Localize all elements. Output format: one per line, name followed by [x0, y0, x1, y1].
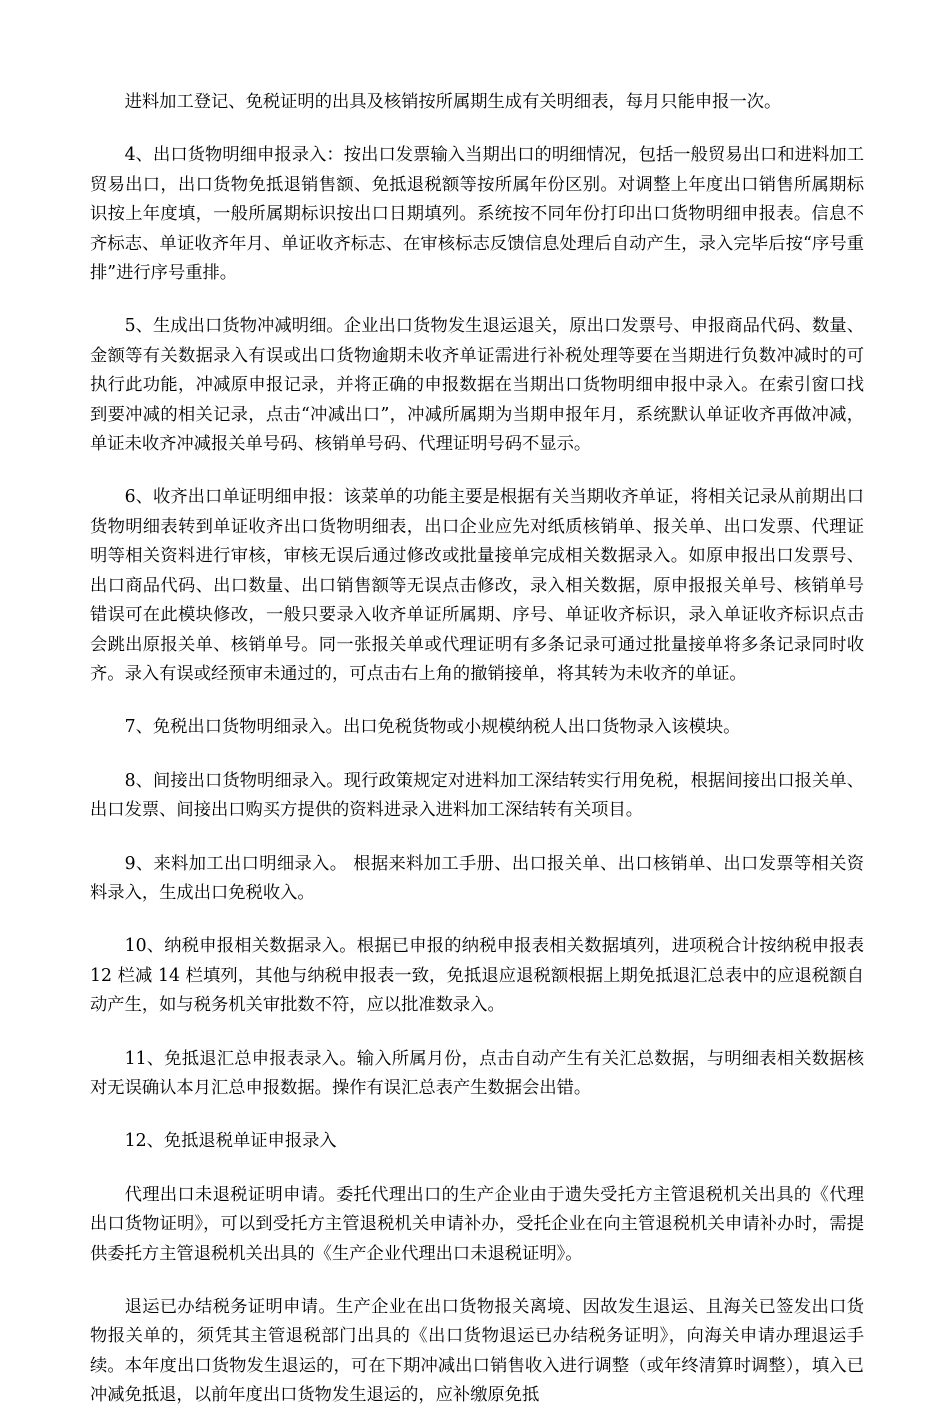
paragraph-agent-export-certificate: 代理出口未退税证明申请。委托代理出口的生产企业由于遗失受托方主管退税机关出具的《代理出口货物证明》，可以到受托方主管退税机关申请补办，受托企业在向主管退税机关申请补办时，需提供委托方主管退税机关出具的《生产企业代理出口未退税证明》。 [90, 1184, 864, 1264]
paragraph-import-processing-continuation: 进料加工登记、免税证明的出具及核销按所属期生成有关明细表，每月只能申报一次。 [124, 92, 782, 112]
paragraph-document-declaration-heading: 12、免抵退税单证申报录入 [124, 1131, 337, 1152]
paragraph-tax-declaration-data-entry: 10、纳税申报相关数据录入。根据已申报的纳税申报表相关数据填列，进项税合计按纳税申报表 12 栏减 14 栏填列，其他与纳税申报表一致，免抵退应退税额根据上期免抵退汇总表中的应退税额自动产生，如与税务机关审批数不符，应以批准数录入。 [90, 936, 864, 1016]
paragraph-return-shipment-certificate: 退运已办结税务证明申请。生产企业在出口货物报关离境、因故发生退运、且海关已签发出口货物报关单的，须凭其主管退税部门出具的《出口货物退运已办结税务证明》，向海关申请办理退运手续。本年度出口货物发生退运的，可在下期冲减出口销售收入进行调整（或年终清算时调整），填入已冲减免抵退，以前年度出口货物发生退运的，应补缴原免抵 [90, 1297, 864, 1406]
paragraph-summary-declaration-entry: 11、免抵退汇总申报表录入。输入所属月份，点击自动产生有关汇总数据，与明细表相关数据核对无误确认本月汇总申报数据。操作有误汇总表产生数据会出错。 [90, 1048, 864, 1098]
paragraph-indirect-export-detail: 8、间接出口货物明细录入。现行政策规定对进料加工深结转实行用免税，根据间接出口报关单、出口发票、间接出口购买方提供的资料进录入进料加工深结转有关项目。 [90, 770, 864, 821]
paragraph-export-goods-detail-entry: 4、出口货物明细申报录入：按出口发票输入当期出口的明细情况，包括一般贸易出口和进料加工贸易出口，出口货物免抵退销售额、免抵退税额等按所属年份区别。对调整上年度出口销售所属期标识按上年度填，一般所属期标识按出口日期填列。系统按不同年份打印出口货物明细申报表。信息不齐标志、单证收齐年月、单证收齐标志、在审核标志反馈信息处理后自动产生，录入完毕后按“序号重排”进行序号重排。 [90, 145, 864, 284]
paragraph-collected-documents-detail: 6、收齐出口单证明细申报：该菜单的功能主要是根据有关当期收齐单证，将相关记录从前期出口货物明细表转到单证收齐出口货物明细表，出口企业应先对纸质核销单、报关单、出口发票、代理证明等相关资料进行审核，审核无误后通过修改或批量接单完成相关数据录入。如原申报出口发票号、出口商品代码、出口数量、出口销售额等无误点击修改，录入相关数据，原申报报关单号、核销单号错误可在此模块修改，一般只要录入收齐单证所属期、序号、单证收齐标识，录入单证收齐标识点击会跳出原报关单、核销单号。同一张报关单或代理证明有多条记录可通过批量接单将多条记录同时收齐。录入有误或经预审未通过的，可点击右上角的撤销接单，将其转为未收齐的单证。 [90, 487, 864, 684]
paragraph-export-goods-offset-detail: 5、生成出口货物冲减明细。企业出口货物发生退运退关，原出口发票号、申报商品代码、数量、金额等有关数据录入有误或出口货物逾期未收齐单证需进行补税处理等要在当期进行负数冲减时的可执行此功能，冲减原申报记录，并将正确的申报数据在当期出口货物明细申报中录入。在索引窗口找到要冲减的相关记录，点击“冲减出口”，冲减所属期为当期申报年月，系统默认单证收齐再做冲减，单证未收齐冲减报关单号码、核销单号码、代理证明号码不显示。 [90, 316, 864, 455]
paragraph-supplied-materials-export-detail: 9、来料加工出口明细录入。 根据来料加工手册、出口报关单、出口核销单、出口发票等相关资料录入，生成出口免税收入。 [90, 853, 864, 903]
paragraph-tax-free-export-detail: 7、免税出口货物明细录入。出口免税货物或小规模纳税人出口货物录入该模块。 [124, 717, 741, 738]
